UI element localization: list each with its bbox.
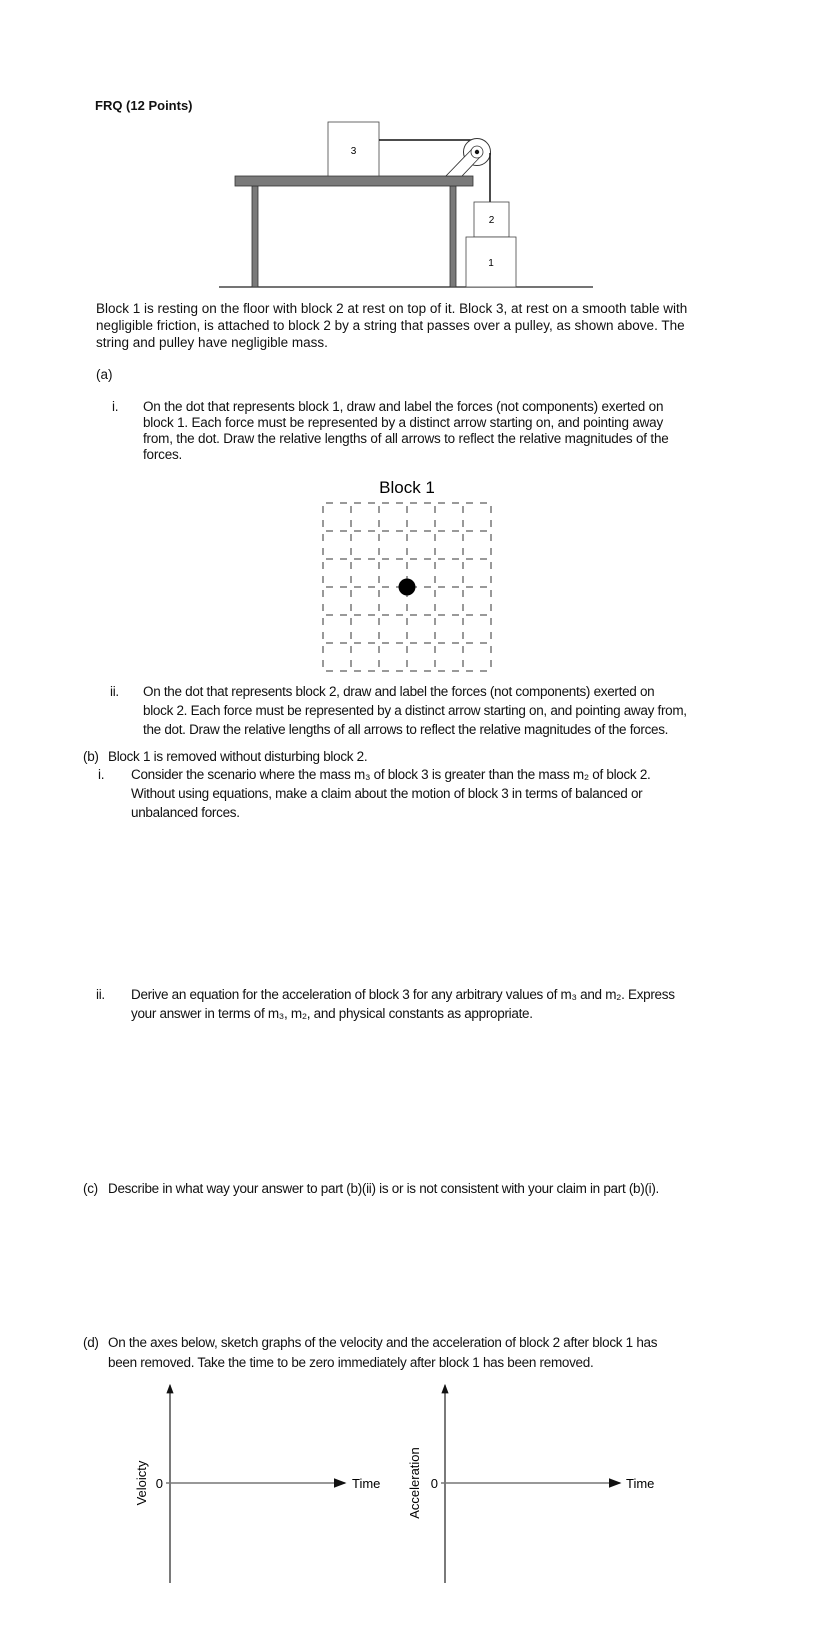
- part-a-i-number: i.: [112, 399, 119, 414]
- block-3-label: 3: [350, 146, 357, 157]
- part-b-ii-text: Derive an equation for the acceleration of block 3 for any arbitrary values of m₃ and m₂. Express your answer in terms of m₃, m₂, and physical constants as appropriate.: [131, 987, 675, 1021]
- part-a-label: (a): [96, 367, 113, 382]
- velocity-y-label: Veloicty: [134, 1460, 149, 1506]
- part-d-text: On the axes below, sketch graphs of the velocity and the acceleration of block 2 after block 1 has been removed. Take the time to be zero immediately after block 1 has been removed.: [108, 1335, 658, 1370]
- acceleration-graph: [407, 1385, 654, 1583]
- acceleration-x-label: Time: [626, 1476, 655, 1491]
- part-a-ii-number: ii.: [110, 684, 119, 699]
- part-a-i-text: On the dot that represents block 1, draw and label the forces (not components) exerted on block 1. Each force must be represented by a distinct arrow starting on, and pointing away from, the dot. Draw the relative lengths of all arrows to reflect the relative magnitudes of the forces.: [143, 399, 669, 462]
- part-a-ii-text: On the dot that represents block 2, draw and label the forces (not components) exerted on block 2. Each force must be represented by a distinct arrow starting on, and pointing away from, the dot. Draw the relative lengths of all arrows to reflect the relative magnitudes of the forces.: [143, 684, 687, 737]
- intro-text: Block 1 is resting on the floor with block 2 at rest on top of it. Block 3, at rest on a smooth table with negligible friction, is attached to block 2 by a string that passes over a pulley, as shown above. The string and pulley have negligible mass.: [96, 301, 688, 350]
- part-b-ii-number: ii.: [96, 987, 105, 1002]
- part-d-label: (d): [83, 1335, 99, 1350]
- part-b-text: Block 1 is removed without disturbing block 2.: [108, 749, 368, 764]
- block-2-label: 2: [488, 215, 495, 226]
- part-c-text: Describe in what way your answer to part (b)(ii) is or is not consistent with your claim in part (b)(i).: [108, 1181, 659, 1196]
- velocity-x-label: Time: [352, 1476, 381, 1491]
- part-c-label: (c): [83, 1181, 98, 1196]
- part-b-i-text: Consider the scenario where the mass m₃ of block 3 is greater than the mass m₂ of block 2. Without using equations, make a claim about the motion of block 3 in terms of balanced or unbalanced forces.: [131, 767, 651, 820]
- acceleration-y-label: Acceleration: [407, 1447, 422, 1519]
- velocity-graph: [134, 1385, 380, 1583]
- velocity-zero-label: 0: [155, 1476, 163, 1491]
- grid-title: Block 1: [379, 478, 435, 497]
- page-title: FRQ (12 Points): [95, 98, 193, 113]
- acceleration-zero-label: 0: [430, 1476, 438, 1491]
- part-b-label: (b): [83, 749, 99, 764]
- block-1-label: 1: [488, 258, 494, 269]
- part-b-i-number: i.: [98, 767, 105, 782]
